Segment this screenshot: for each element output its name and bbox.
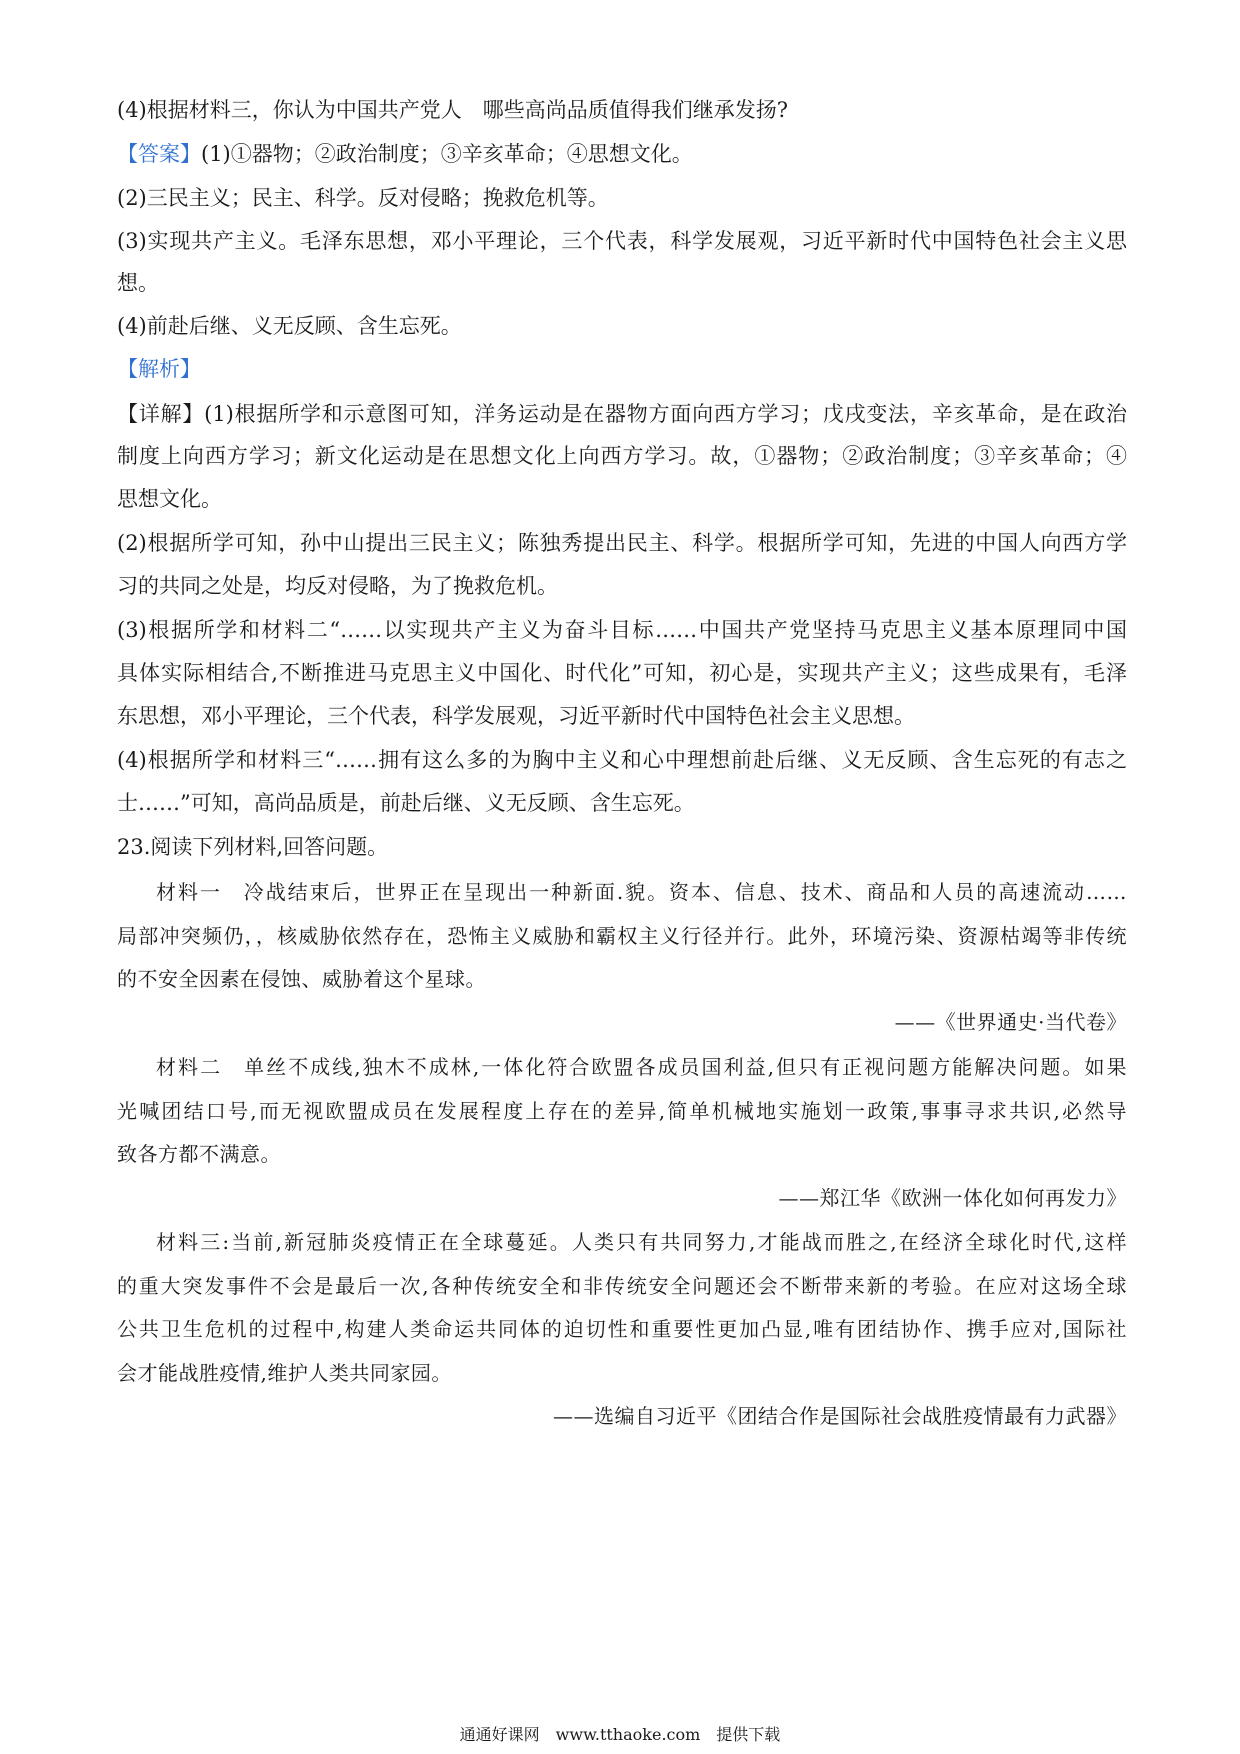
analysis-line-10: 士……”可知，高尚品质是，前赴后继、义无反顾、含生忘死。	[117, 791, 695, 815]
material-2-line-3: 致各方都不满意。	[117, 1142, 281, 1166]
analysis-line-3: 思想文化。	[117, 487, 222, 511]
answer-text-1: (1)①器物；②政治制度；③辛亥革命；④思想文化。	[201, 142, 693, 166]
material-3-line-3: 公共卫生危机的过程中,构建人类命运共同体的迫切性和重要性更加凸显,唯有团结协作、携手应对,国际社	[117, 1317, 1127, 1341]
page-footer: 通通好课网 www.tthaoke.com 提供下载	[459, 1725, 781, 1744]
answer-line-3-cont: 想。	[117, 271, 159, 295]
analysis-line-9: (4)根据所学和材料三“……拥有这么多的为胸中主义和心中理想前赴后继、义无反顾、含生忘死的有志之	[117, 748, 1127, 772]
material-1-line-1: 材料一 冷战结束后，世界正在呈现出一种新面.貌。资本、信息、技术、商品和人员的高速流动……	[156, 880, 1127, 904]
analysis-tag: 【解析】	[117, 357, 201, 381]
material-2-source: ——郑江华《欧洲一体化如何再发力》	[778, 1186, 1127, 1210]
material-1-line-3: 的不安全因素在侵蚀、威胁着这个星球。	[117, 967, 486, 991]
answer-line-4: (4)前赴后继、义无反顾、含生忘死。	[117, 314, 462, 338]
analysis-line-7: 具体实际相结合,不断推进马克思主义中国化、时代化”可知，初心是，实现共产主义；这些成果有，毛泽	[117, 661, 1127, 685]
question-4-prompt: (4)根据材料三，你认为中国共产党人 哪些高尚品质值得我们继承发扬?	[117, 98, 789, 122]
material-3-line-4: 会才能战胜疫情,维护人类共同家园。	[117, 1361, 452, 1385]
material-1-source: ——《世界通史·当代卷》	[894, 1010, 1127, 1034]
answer-line-3: (3)实现共产主义。毛泽东思想，邓小平理论，三个代表，科学发展观，习近平新时代中国特色社会主义思	[117, 229, 1127, 253]
analysis-line-4: (2)根据所学可知，孙中山提出三民主义；陈独秀提出民主、科学。根据所学可知，先进的中国人向西方学	[117, 531, 1127, 555]
analysis-line-8: 东思想，邓小平理论，三个代表，科学发展观，习近平新时代中国特色社会主义思想。	[117, 704, 915, 728]
analysis-line-2: 制度上向西方学习；新文化运动是在思想文化上向西方学习。故，①器物；②政治制度；③辛亥革命；④	[117, 444, 1127, 468]
analysis-line-6: (3)根据所学和材料二“……以实现共产主义为奋斗目标……中国共产党坚持马克思主义基本原理同中国	[117, 618, 1127, 642]
answer-tag: 【答案】	[117, 142, 201, 166]
material-3-source: ——选编自习近平《团结合作是国际社会战胜疫情最有力武器》	[553, 1404, 1127, 1428]
question-23-heading: 23.阅读下列材料,回答问题。	[117, 835, 389, 859]
analysis-line-1: 【详解】(1)根据所学和示意图可知，洋务运动是在器物方面向西方学习；戊戌变法，辛亥革命，是在政治	[117, 402, 1127, 426]
material-3-line-2: 的重大突发事件不会是最后一次,各种传统安全和非传统安全问题还会不断带来新的考验。在应对这场全球	[117, 1274, 1127, 1298]
material-2-line-2: 光喊团结口号,而无视欧盟成员在发展程度上存在的差异,简单机械地实施划一政策,事事寻求共识,必然导	[117, 1099, 1127, 1123]
material-2-line-1: 材料二 单丝不成线,独木不成林,一体化符合欧盟各成员国利益,但只有正视问题方能解决问题。如果	[156, 1055, 1127, 1079]
material-1-line-2: 局部冲突频仍，，核威胁依然存在，恐怖主义威胁和霸权主义行径并行。此外，环境污染、资源枯竭等非传统	[117, 924, 1127, 948]
material-3-line-1: 材料三:当前,新冠肺炎疫情正在全球蔓延。人类只有共同努力,才能战而胜之,在经济全球化时代,这样	[156, 1230, 1127, 1254]
analysis-line-5: 习的共同之处是，均反对侵略，为了挽救危机。	[117, 574, 558, 598]
answer-line-2: (2)三民主义；民主、科学。反对侵略；挽救危机等。	[117, 186, 609, 210]
answer-line-1	[117, 139, 1127, 169]
